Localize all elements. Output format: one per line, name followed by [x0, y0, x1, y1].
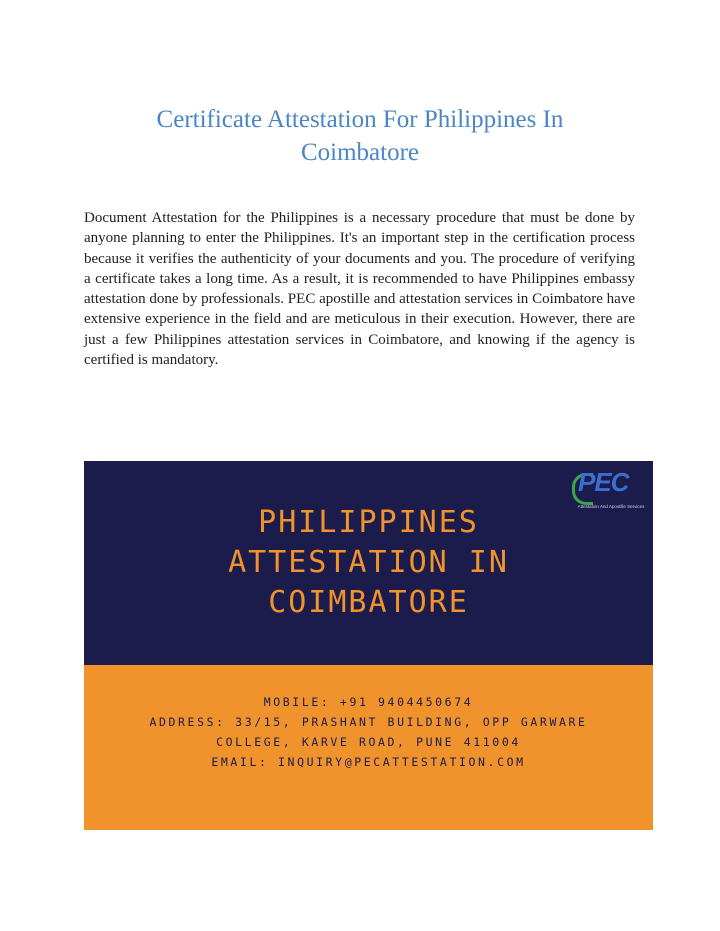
banner-contact-panel — [84, 665, 653, 830]
page-title — [100, 103, 620, 169]
title-line-2: Coimbatore — [300, 139, 420, 166]
banner-heading-line-3: COIMBATORE — [268, 585, 469, 620]
contact-address-line-1: ADDRESS: 33/15, PRASHANT BUILDING, OPP GARWARE — [149, 715, 588, 729]
logo-tagline: Attestation And Apostille Services — [577, 504, 645, 509]
contact-address-line-2: COLLEGE, KARVE ROAD, PUNE 411004 — [216, 735, 521, 749]
promo-banner-image — [84, 461, 653, 830]
banner-heading-line-1: PHILIPPINES — [258, 505, 479, 540]
contact-email: EMAIL: INQUIRY@PECATTESTATION.COM — [211, 755, 526, 769]
banner-heading-line-2: ATTESTATION IN — [228, 545, 509, 580]
title-line-1: Certificate Attestation For Philippines In — [156, 106, 564, 133]
intro-paragraph: Document Attestation for the Philippines is a necessary procedure that must be done by anyone planning to enter the Philippines. It's an important step in the certification process because it verifies the authenticity of your documents and you. The procedure of verifying a certificate takes a long time. As a result, it is recommended to have Philippines embassy attestation done by professionals. PEC apostille and attestation services in Coimbatore have extensive experience in the field and are meticulous in their execution. However, there are just a few Philippines attestation services in Coimbatore, and knowing if the agency is certified is mandatory. — [84, 210, 635, 369]
contact-mobile: MOBILE: +91 9404450674 — [263, 695, 474, 709]
logo-text: PEC — [578, 467, 629, 497]
banner-top-panel — [84, 461, 653, 665]
